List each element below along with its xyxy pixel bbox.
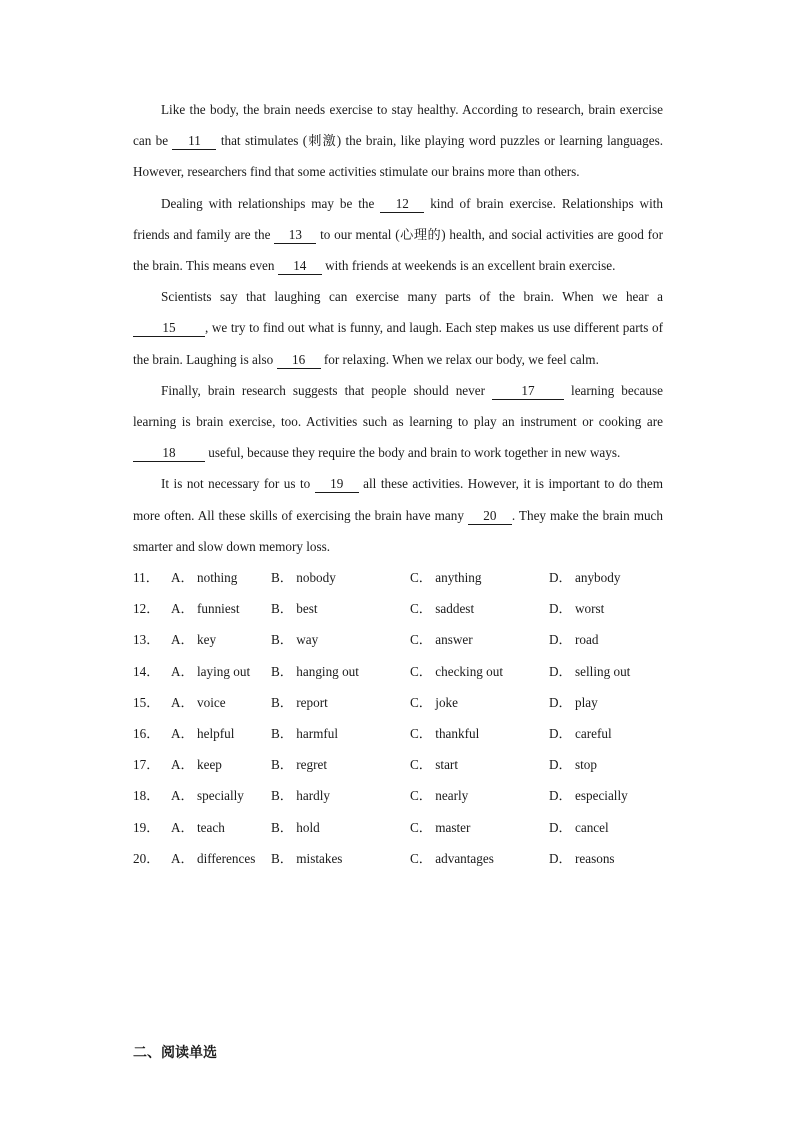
document-body bbox=[133, 94, 663, 874]
option-d: D． play bbox=[549, 694, 598, 710]
option-c: C． master bbox=[410, 819, 471, 835]
blank-12: 12 bbox=[380, 196, 424, 213]
p2-text-a: Dealing with relationships may be the bbox=[161, 195, 381, 211]
option-a: A． differences bbox=[171, 850, 256, 866]
option-b: B． way bbox=[271, 632, 319, 648]
option-c: C． answer bbox=[410, 632, 473, 648]
question-row bbox=[133, 687, 663, 718]
question-row bbox=[133, 780, 663, 811]
question-row bbox=[133, 749, 663, 780]
option-a: A． voice bbox=[171, 694, 226, 710]
option-d: D． worst bbox=[549, 601, 605, 617]
blank-19: 19 bbox=[315, 476, 359, 493]
p2-text-d: with friends at weekends is an excellent brain exercise. bbox=[321, 258, 616, 274]
question-number: 18． bbox=[133, 788, 160, 804]
option-c: C． nearly bbox=[410, 788, 469, 804]
blank-15: 15 bbox=[133, 320, 205, 337]
question-number: 14． bbox=[133, 663, 160, 679]
option-b: B． best bbox=[271, 601, 318, 617]
option-c: C． saddest bbox=[410, 601, 475, 617]
question-number: 17． bbox=[133, 757, 160, 773]
question-number: 15． bbox=[133, 694, 160, 710]
p1-text-b: that stimulates (刺激) the brain, like playing word puzzles or learning languages. However, researchers find that some activities stimulate our brains more than others. bbox=[133, 133, 663, 180]
option-a: A． keep bbox=[171, 757, 222, 773]
p1-text-a: Like the body, the brain needs exercise to stay healthy. According to research, brain exercise can be bbox=[133, 102, 663, 149]
option-c: C． start bbox=[410, 757, 458, 773]
section-heading: 二、阅读单选 bbox=[133, 1045, 217, 1061]
option-a: A． funniest bbox=[171, 601, 240, 617]
question-row bbox=[133, 562, 663, 593]
question-row bbox=[133, 843, 663, 874]
option-b: B． nobody bbox=[271, 570, 336, 586]
option-d: D． especially bbox=[549, 788, 628, 804]
option-b: B． hold bbox=[271, 819, 320, 835]
p5-text-c: . They make the brain much smarter and slow down memory loss. bbox=[133, 507, 663, 554]
option-b: B． harmful bbox=[271, 725, 339, 741]
question-number: 19． bbox=[133, 819, 160, 835]
option-c: C． anything bbox=[410, 570, 482, 586]
option-a: A． laying out bbox=[171, 663, 251, 679]
option-c: C． advantages bbox=[410, 850, 494, 866]
question-list bbox=[133, 562, 663, 874]
blank-20: 20 bbox=[468, 508, 512, 525]
option-a: A． key bbox=[171, 632, 217, 648]
p4-text-a: Finally, brain research suggests that people should never bbox=[161, 382, 493, 398]
blank-14: 14 bbox=[278, 258, 322, 275]
p4-text-c: useful, because they require the body and brain to work together in new ways. bbox=[205, 445, 621, 461]
option-a: A． teach bbox=[171, 819, 225, 835]
question-row bbox=[133, 718, 663, 749]
option-c: C． joke bbox=[410, 694, 458, 710]
option-b: B． hanging out bbox=[271, 663, 359, 679]
blank-11: 11 bbox=[172, 133, 216, 150]
question-number: 20． bbox=[133, 850, 160, 866]
passage-paragraph-1 bbox=[133, 94, 663, 188]
option-b: B． mistakes bbox=[271, 850, 343, 866]
option-c: C． thankful bbox=[410, 725, 480, 741]
option-d: D． stop bbox=[549, 757, 597, 773]
option-b: B． report bbox=[271, 694, 328, 710]
passage-paragraph-5 bbox=[133, 468, 663, 562]
question-number: 13． bbox=[133, 632, 160, 648]
option-b: B． regret bbox=[271, 757, 328, 773]
blank-17: 17 bbox=[492, 383, 564, 400]
blank-18: 18 bbox=[133, 445, 205, 462]
question-number: 12． bbox=[133, 601, 160, 617]
question-row bbox=[133, 812, 663, 843]
option-a: A． helpful bbox=[171, 725, 235, 741]
p5-text-b: all these activities. However, it is important to do them more often. All these skills of exercising the brain have many bbox=[133, 476, 663, 523]
option-d: D． anybody bbox=[549, 570, 621, 586]
question-row bbox=[133, 656, 663, 687]
p5-text-a: It is not necessary for us to bbox=[161, 476, 315, 492]
question-row bbox=[133, 624, 663, 655]
p2-text-b: kind of brain exercise. Relationships with friends and family are the bbox=[133, 195, 663, 242]
option-d: D． careful bbox=[549, 725, 612, 741]
option-a: A． nothing bbox=[171, 570, 238, 586]
passage-paragraph-3 bbox=[133, 281, 663, 375]
question-row bbox=[133, 593, 663, 624]
blank-16: 16 bbox=[277, 352, 321, 369]
p3-text-c: for relaxing. When we relax our body, we feel calm. bbox=[320, 351, 599, 367]
question-number: 16． bbox=[133, 725, 160, 741]
option-a: A． specially bbox=[171, 788, 244, 804]
option-c: C． checking out bbox=[410, 663, 504, 679]
passage-paragraph-2 bbox=[133, 188, 663, 282]
option-b: B． hardly bbox=[271, 788, 330, 804]
passage-paragraph-4 bbox=[133, 375, 663, 469]
option-d: D． reasons bbox=[549, 850, 615, 866]
option-d: D． cancel bbox=[549, 819, 609, 835]
p3-text-a: Scientists say that laughing can exercise many parts of the brain. When we hear a bbox=[161, 289, 663, 305]
blank-13: 13 bbox=[274, 227, 316, 244]
p2-text-c: to our mental (心理的) health, and social activities are good for the brain. This means even bbox=[133, 226, 664, 274]
option-d: D． road bbox=[549, 632, 599, 648]
option-d: D． selling out bbox=[549, 663, 631, 679]
p3-text-b: , we try to find out what is funny, and laugh. Each step makes us use different parts of the brain. Laughing is also bbox=[133, 320, 663, 367]
question-number: 11． bbox=[133, 570, 159, 586]
p4-text-b: learning because learning is brain exercise, too. Activities such as learning to play an instrument or cooking are bbox=[133, 382, 663, 430]
